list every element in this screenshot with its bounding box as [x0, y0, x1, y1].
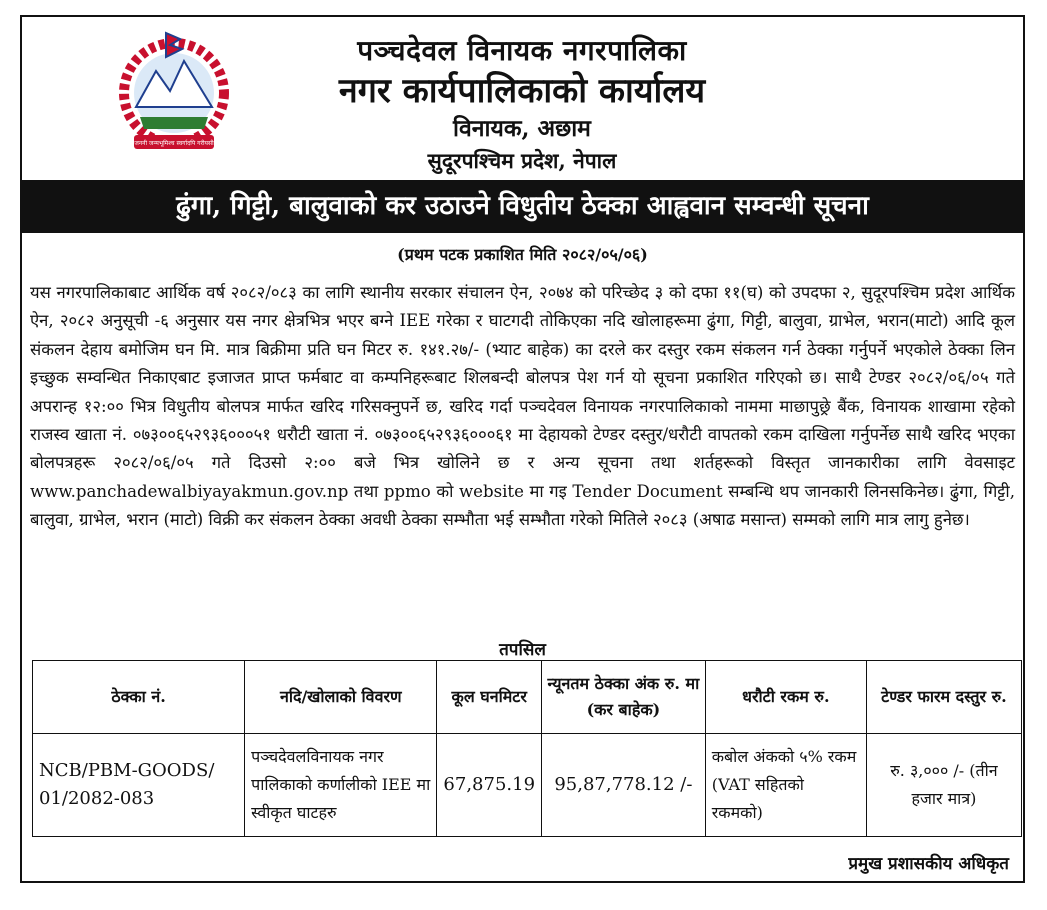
header [22, 17, 1023, 179]
col-volume: कूल घनमिटर [437, 661, 542, 734]
col-min-amount: न्यूनतम ठेक्का अंक रु. मा (कर बाहेक) [542, 661, 706, 734]
table-row [33, 734, 1022, 837]
fee-cell: रु. ३,००० /- (तीन हजार मात्र) [866, 734, 1021, 837]
volume-cell: 67,875.19 [437, 734, 542, 837]
col-deposit: धरौटी रकम रु. [705, 661, 866, 734]
office-name: नगर कार्यपालिकाको कार्यालय [338, 71, 706, 111]
contract-no-cell: NCB/PBM-GOODS/ 01/2082-083 [33, 734, 245, 837]
notice-title-banner: ढुंगा, गिट्टी, बालुवाको कर उठाउने विधुतीय ठेक्का आह्ववान सम्वन्धी सूचना [22, 180, 1023, 233]
province-country: सुदूरपश्चिम प्रदेश, नेपाल [427, 148, 617, 173]
municipality-name: पञ्चदेवल विनायक नगरपालिका [357, 34, 687, 67]
contract-table [32, 660, 1022, 837]
notice-frame [20, 15, 1025, 883]
deposit-cell: कबोल अंकको ५% रकम (VAT सहितको रकमको) [705, 734, 866, 837]
col-river: नदि/खोलाको विवरण [245, 661, 437, 734]
office-title-block [252, 33, 792, 177]
col-fee: टेण्डर फारम दस्तुर रु. [866, 661, 1021, 734]
min-amount-cell: 95,87,778.12 /- [542, 734, 706, 837]
river-cell: पञ्चदेवलविनायक नगर पालिकाको कर्णालीको IEE मा स्वीकृत घाटहरु [245, 734, 437, 837]
table-header-row [33, 661, 1022, 734]
office-location: विनायक, अछाम [453, 115, 591, 142]
notice-body [30, 279, 1015, 535]
nepal-emblem-icon [114, 31, 234, 163]
svg-text:जननी जन्मभूमिश्च स्वर्गादपि गर: जननी जन्मभूमिश्च स्वर्गादपि गरीयसी [134, 140, 214, 147]
col-contract-no: ठेक्का नं. [33, 661, 245, 734]
signature-line: प्रमुख प्रशासकीय अधिकृत [848, 854, 1009, 874]
details-heading: तपसिल [499, 640, 546, 660]
publication-date: (प्रथम पटक प्रकाशित मिति २०८२/०५/०६) [397, 245, 648, 264]
notice-paragraph: यस नगरपालिकाबाट आर्थिक वर्ष २०८२/०८३ का लागि स्थानीय सरकार संचालन ऐन, २०७४ को परिच्छेद ३ को दफा ११(घ) को उपदफा २, सुदूरपश्चिम प्रदेश आर्थिक ऐन, २०८२ अनुसूची -६ अनुसार यस नगर क्षेत्रभित्र भएर बग्ने IEE गरेका र घाटगदी तोकिएका नदि खोलाहरूमा ढुंगा, गिट्टी, बालुवा, ग्राभेल, भरान(माटो) आदि कूल संकलन देहाय बमोजिम घन मि. मात्र बिक्रीमा प्रति घन मिटर रु. १४१.२७/- (भ्याट बाहेक) का दरले कर दस्तुर रकम संकलन गर्न ठेक्का गर्नुपर्ने भएकोले ठेक्का लिन इच्छुक सम्वन्धित निकाएबाट इजाजत प्राप्त फर्मबाट वा कम्पनिहरूबाट शिलबन्दी बोलपत्र पेश गर्न यो सूचना प्रकाशित गरिएको छ। साथै टेण्डर २०८२/०६/०५ गते अपरान्ह १२:०० भित्र विधुतीय बोलपत्र मार्फत खरिद गरिसक्नुपर्ने छ, खरिद गर्दा पञ्चदेवल विनायक नगरपालिकाको नाममा माछापुछ्रे बैंक, विनायक शाखामा रहेको राजस्व खाता नं. ०७३००६५२९३६०००५१ धरौटी खाता नं. ०७३००६५२९३६०००६१ मा देहायको टेण्डर दस्तुर/धरौटी वापतको रकम दाखिला गर्नुपर्नेछ साथै खरिद भएका बोलपत्रहरू २०८२/०६/०५ गते दिउसो २:०० बजे भित्र खोलिने छ र अन्य सूचना तथा शर्तहरूको विस्तृत जानकारीका लागि वेवसाइट www.panchadewalbiyayakmun.gov.np तथा ppmo को website मा गइ Tender Document सम्बन्धि थप जानकारी लिनसकिनेछ। ढुंगा, गिट्टी, बालुवा, ग्राभेल, भरान (माटो) विक्री कर संकलन ठेक्का अवधी ठेक्का सम्भौता भई सम्भौता गरेको मितिले २०८३ (अषाढ मसान्त) सम्मको लागि मात्र लागु हुनेछ। [30, 283, 1015, 530]
